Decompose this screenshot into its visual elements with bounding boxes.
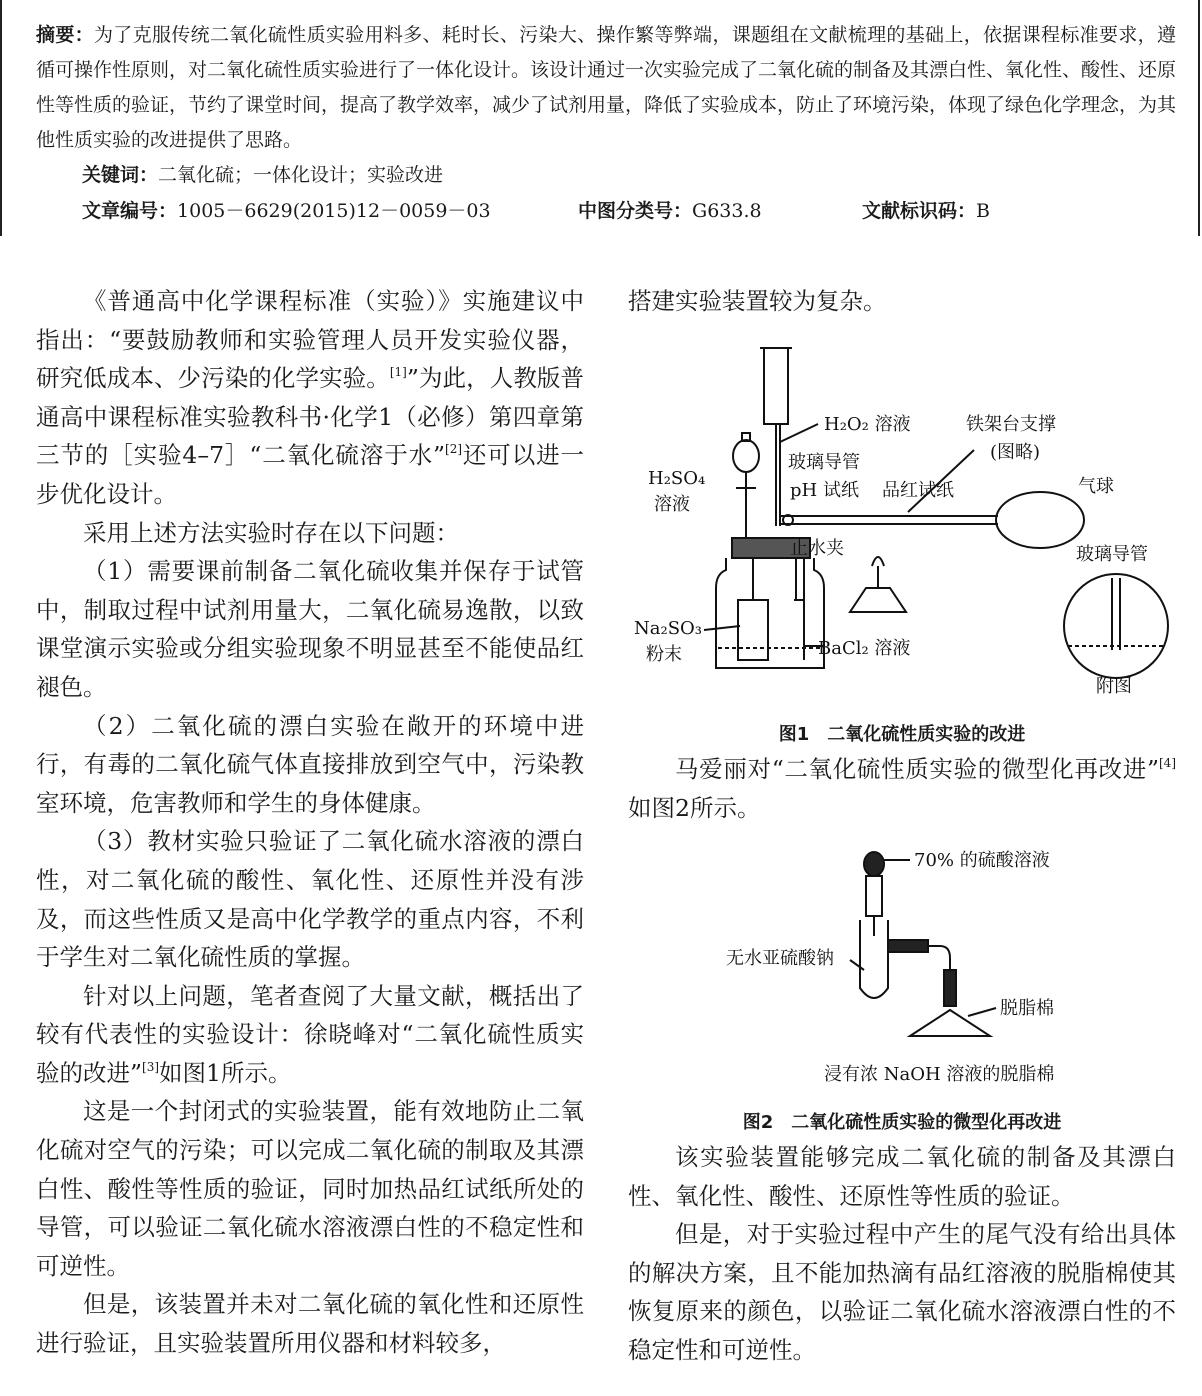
- right-column-middle: [628, 750, 1176, 827]
- paragraph: 但是，对于实验过程中产生的尾气没有给出具体的解决方案，且不能加热滴有品红溶液的脱脂棉使其恢复原来的颜色，以验证二氧化硫水溶液漂白性的不稳定性和可逆性。: [628, 1220, 1176, 1364]
- abstract-text: 为了克服传统二氧化硫性质实验用料多、耗时长、污染大、操作繁等弊端，课题组在文献梳理的基础上，依据课程标准要求，遵循可操作性原则，对二氧化硫性质实验进行了一体化设计。该设计通过一次实验完成了二氧化硫的制备及其漂白性、氧化性、酸性、还原性等性质的验证，节约了课堂时间，提高了教学效率，减少了试剂用量，降低了实验成本，防止了环境污染，体现了绿色化学理念，为其他性质实验的改进提供了思路。: [36, 24, 1177, 151]
- keywords-label: 关键词：: [82, 164, 159, 186]
- paragraph: 搭建实验装置较为复杂。: [628, 287, 887, 315]
- paragraph: 采用上述方法实验时存在以下问题：: [83, 518, 459, 547]
- fig1-label-stand: 铁架台支撑: [966, 414, 1056, 435]
- paragraph: 针对以上问题，笔者查阅了大量文献，概括出了较有代表性的实验设计：徐晓峰对“二氧化硫性质实验的改进”[3]如图1所示。: [36, 981, 584, 1087]
- keywords: [82, 160, 443, 190]
- abstract-label: 摘要：: [36, 24, 94, 46]
- fig1-label-h2o2: H₂O₂ 溶液: [824, 414, 911, 435]
- right-column-top: [628, 282, 1176, 321]
- fig2-label-cotton: 脱脂棉: [1000, 998, 1054, 1019]
- fig1-label-ph-paper: pH 试纸: [790, 480, 859, 501]
- fig1-label-tube: 玻璃导管: [788, 452, 860, 473]
- paragraph: 《普通高中化学课程标准（实验）》实施建议中指出：“要鼓励教师和实验管理人员开发实验仪器，研究低成本、少污染的化学实验。[1]”为此，人教版普通高中课程标准实验教科书·化学1（必修）第四章第三节的［实验4–7］“二氧化硫溶于水”[2]还可以进一步优化设计。: [36, 287, 585, 508]
- fig1-label-balloon: 气球: [1078, 476, 1114, 497]
- fig1-label-h2so4: H₂SO₄: [648, 468, 706, 489]
- article-number: 文章编号：1005－6629(2015)12－0059－03: [82, 200, 491, 222]
- figure-1-apparatus: [628, 330, 1176, 710]
- clc-number: 中图分类号：G633.8: [578, 200, 762, 222]
- paragraph: 马爱丽对“二氧化硫性质实验的微型化再改进”[4]如图2所示。: [628, 755, 1176, 822]
- paragraph: 但是，该装置并未对二氧化硫的氧化性和还原性进行验证，且实验装置所用仪器和材料较多，: [36, 1290, 584, 1358]
- fig1-label-tube-inset: 玻璃导管: [1076, 544, 1148, 565]
- right-column-bottom: [628, 1138, 1176, 1370]
- fig1-label-clamp: 止水夹: [790, 538, 844, 559]
- fig1-label-stand-note: (图略): [990, 442, 1041, 463]
- figure-2: [628, 840, 1176, 1096]
- paragraph: （3）教材实验只验证了二氧化硫水溶液的漂白性，对二氧化硫的酸性、氧化性、还原性并没有涉及，而这些性质又是高中化学教学的重点内容，不利于学生对二氧化硫性质的掌握。: [36, 827, 584, 972]
- fig2-label-sulfite: 无水亚硫酸钠: [726, 948, 834, 969]
- left-column: [36, 282, 584, 1363]
- fig1-label-pinhong-paper: 品红试纸: [882, 480, 954, 501]
- fig1-label-na2so3: Na₂SO₃: [634, 618, 703, 639]
- figure-1: [628, 330, 1176, 710]
- figure-1-caption: 图1 二氧化硫性质实验的改进: [778, 724, 1026, 745]
- paragraph: （1）需要课前制备二氧化硫收集并保存于试管中，制取过程中试剂用量大，二氧化硫易逸散，以致课堂演示实验或分组实验现象不明显甚至不能使品红褪色。: [36, 557, 584, 701]
- paragraph: 这是一个封闭式的实验装置，能有效地防止二氧化硫对空气的污染；可以完成二氧化硫的制取及其漂白性、酸性等性质的验证，同时加热品红试纸所处的导管，可以验证二氧化硫水溶液漂白性的不稳定性和可逆性。: [36, 1097, 584, 1280]
- paragraph: （2）二氧化硫的漂白实验在敞开的环境中进行，有毒的二氧化硫气体直接排放到空气中，污染教室环境，危害教师和学生的身体健康。: [36, 711, 584, 817]
- paragraph: 该实验装置能够完成二氧化硫的制备及其漂白性、氧化性、酸性、还原性等性质的验证。: [628, 1143, 1176, 1210]
- fig1-label-inset: 附图: [1096, 676, 1132, 697]
- fig1-label-na2so3-powder: 粉末: [646, 644, 682, 665]
- abstract: [36, 18, 1176, 158]
- fig1-label-bacl2: BaCl₂ 溶液: [818, 638, 911, 659]
- figure-2-apparatus: [628, 840, 1176, 1096]
- figure-2-caption: 图2 二氧化硫性质实验的微型化再改进: [742, 1112, 1062, 1133]
- keywords-text: 二氧化硫；一体化设计；实验改进: [158, 164, 444, 186]
- fig2-label-acid: 70% 的硫酸溶液: [914, 850, 1050, 871]
- document-code: 文献标识码：B: [862, 200, 990, 222]
- fig1-label-h2so4-solution: 溶液: [654, 494, 690, 515]
- fig2-label-naoh-cotton: 浸有浓 NaOH 溶液的脱脂棉: [824, 1064, 1055, 1085]
